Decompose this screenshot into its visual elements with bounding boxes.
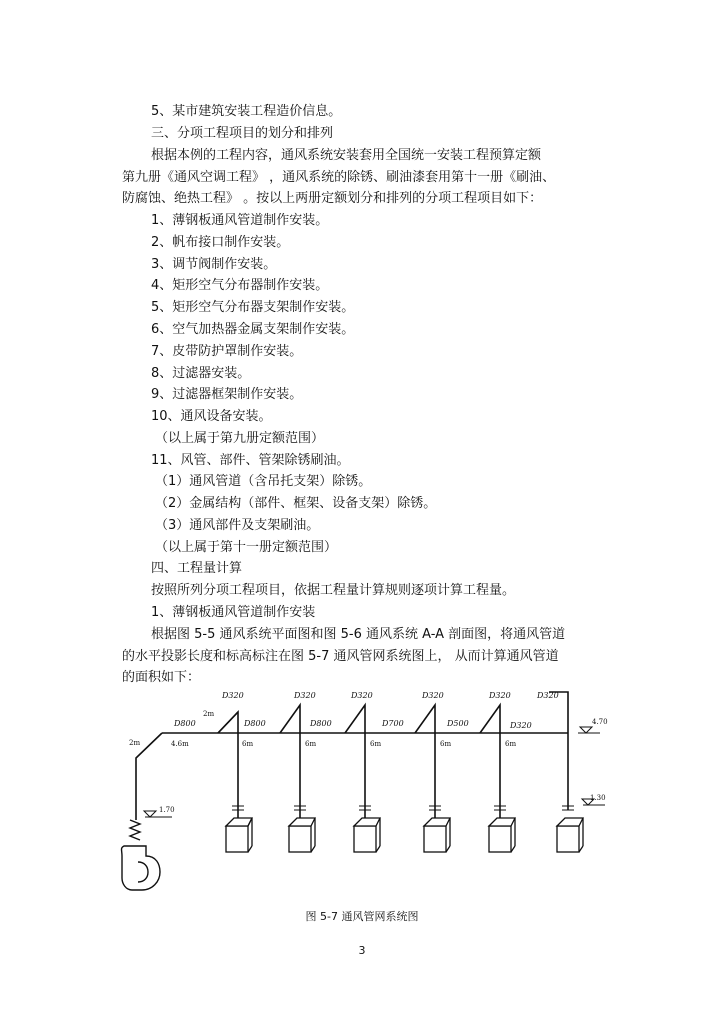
list-item: （3）通风部件及支架刷油。	[155, 518, 320, 533]
branch-duct	[345, 705, 365, 820]
branch-label: D320	[489, 691, 511, 700]
text-line: 的水平投影长度和标高标注在图 5-7 通风管网系统图上， 从而计算通风管道	[122, 649, 559, 664]
length-label: 6m	[242, 740, 254, 748]
text-line: 按照所列分项工程项目，依据工程量计算规则逐项计算工程量。	[151, 583, 516, 598]
list-item: 1、薄钢板通风管道制作安装。	[151, 213, 329, 228]
main-label: D320	[510, 721, 532, 730]
figure-caption: 图 5-7 通风管网系统图	[305, 910, 419, 923]
list-item: （1）通风管道（含吊托支架）除锈。	[155, 474, 372, 489]
branch-label: D320	[294, 691, 316, 700]
text-line: 的面积如下：	[122, 670, 201, 685]
elevation-label: 1.70	[159, 806, 175, 814]
list-item: 5、矩形空气分布器支架制作安装。	[151, 300, 355, 315]
air-diffuser	[489, 818, 515, 852]
length-label: 6m	[505, 740, 517, 748]
length-label: 2m	[129, 739, 141, 747]
text-line: 根据本例的工程内容，通风系统安装套用全国统一安装工程预算定额	[151, 148, 542, 163]
list-item: 10、通风设备安装。	[151, 409, 272, 424]
branch-label: D320	[537, 691, 559, 700]
page-number: 3	[358, 944, 366, 957]
length-label: 4.6m	[171, 740, 189, 748]
branch-duct	[480, 705, 500, 820]
branch-label: D320	[351, 691, 373, 700]
text-line: 5、某市建筑安装工程造价信息。	[151, 104, 342, 119]
main-label: D800	[244, 719, 266, 728]
main-label: D700	[382, 719, 404, 728]
length-label: 6m	[305, 740, 317, 748]
section-heading: 三、分项工程项目的划分和排列	[151, 126, 334, 141]
text-line: 防腐蚀、绝热工程》 。按以上两册定额划分和排列的分项工程项目如下：	[122, 191, 543, 206]
length-label: 6m	[440, 740, 452, 748]
branch-duct	[218, 712, 238, 820]
air-diffuser	[289, 818, 315, 852]
branch-label: D320	[422, 691, 444, 700]
list-item: 4、矩形空气分布器制作安装。	[151, 278, 329, 293]
list-item: （2）金属结构（部件、框架、设备支架）除锈。	[155, 496, 437, 511]
branch-duct	[280, 705, 300, 820]
length-label: 6m	[370, 740, 382, 748]
section-heading: 四、工程量计算	[151, 561, 243, 576]
branch-duct	[415, 705, 435, 820]
air-diffuser	[557, 818, 583, 852]
list-note: （以上属于第十一册定额范围）	[155, 540, 338, 555]
main-label: D800	[310, 719, 332, 728]
main-label: D500	[447, 719, 469, 728]
elevation-label: 4.70	[592, 718, 608, 726]
branch-label: D320	[222, 691, 244, 700]
text-line: 第九册《通风空调工程》 ，通风系统的除锈、刷油漆套用第十一册《刷油、	[122, 170, 556, 185]
main-label: D800	[174, 719, 196, 728]
list-item: 6、空气加热器金属支架制作安装。	[151, 322, 355, 337]
list-item: 2、帆布接口制作安装。	[151, 235, 290, 250]
text-line: 1、薄钢板通风管道制作安装	[151, 605, 316, 620]
list-item: 3、调节阀制作安装。	[151, 257, 277, 272]
air-diffuser	[424, 818, 450, 852]
air-diffuser	[354, 818, 380, 852]
fan-unit	[122, 820, 161, 890]
list-item: 11、风管、部件、管架除锈刷油。	[151, 453, 350, 468]
list-item: 9、过滤器框架制作安装。	[151, 387, 303, 402]
list-item: 7、皮带防护罩制作安装。	[151, 344, 303, 359]
text-line: 根据图 5-5 通风系统平面图和图 5-6 通风系统 A-A 剖面图，将通风管道	[151, 627, 566, 642]
list-item: 8、过滤器安装。	[151, 366, 251, 381]
length-label: 2m	[203, 710, 215, 718]
list-note: （以上属于第九册定额范围）	[155, 431, 325, 446]
air-diffuser	[226, 818, 252, 852]
elevation-label: 1.30	[590, 794, 606, 802]
